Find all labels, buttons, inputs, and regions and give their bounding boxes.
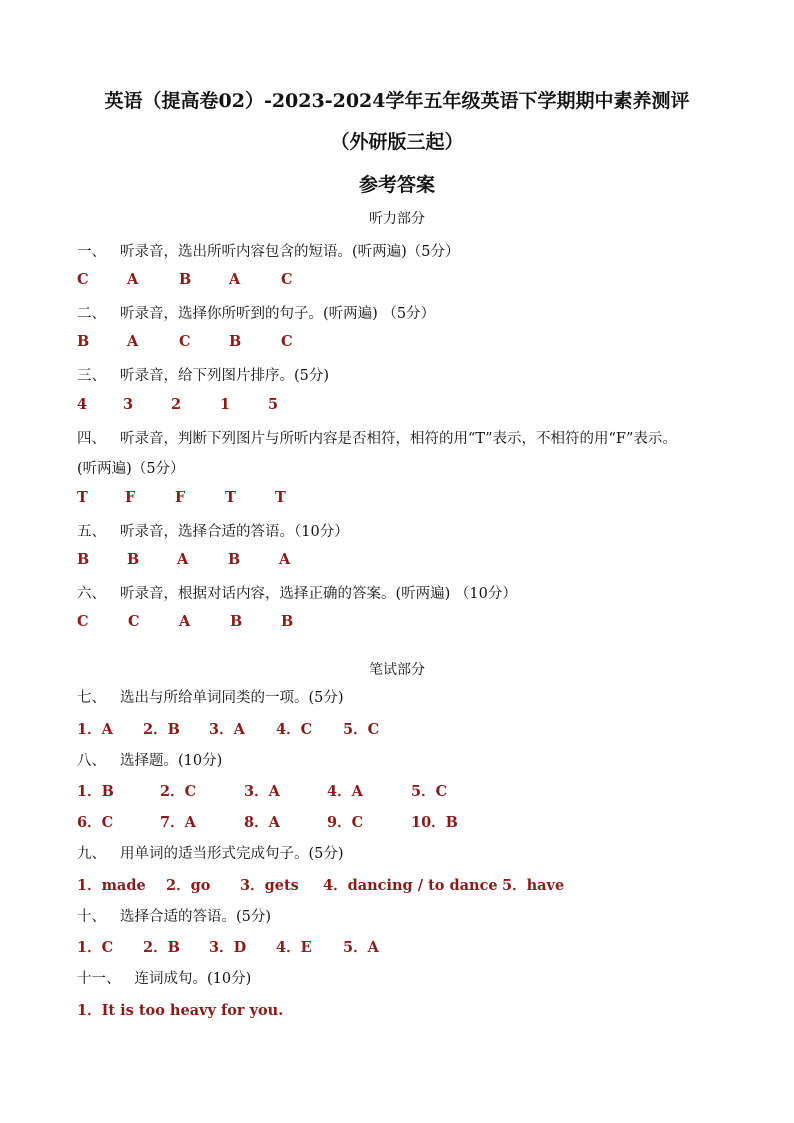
answer: 4．C [276,721,313,738]
answer: 6．C [77,814,114,831]
answer: 4 [77,396,88,413]
question-number: 六、 [77,586,106,602]
answer: 1．C [77,939,114,956]
answer: 1．It is too heavy for you. [77,1002,284,1019]
answer: 5．C [343,721,380,738]
question-text: 用单词的适当形式完成句子。(5分) [120,846,344,862]
answer: 2．go [166,877,211,894]
question-text: 选择题。(10分) [120,753,223,769]
question-4 [77,427,677,448]
answer: T [275,489,286,506]
question-text-continued: (听两遍)（5分） [77,461,185,477]
answer: 2．B [143,721,180,738]
answer: 4．dancing / to dance [323,877,498,894]
answer: 4．E [276,939,312,956]
question-number: 十、 [77,909,106,925]
answer: 4．A [327,783,363,800]
answer: 1．A [77,721,113,738]
question-number: 八、 [77,753,106,769]
answer: A [127,333,139,350]
question-number: 四、 [77,431,106,447]
answer: 5．have [502,877,565,894]
title-line-3: 参考答案 [358,174,435,196]
answer: 8．A [244,814,280,831]
answer: B [228,551,241,568]
answer: F [175,489,186,506]
answer: B [77,551,90,568]
answer: A [179,613,191,630]
question-text: 听录音，判断下列图片与所听内容是否相符，相符的用“T”表示，不相符的用“F”表示。 [120,431,677,447]
question-text: 选出与所给单词同类的一项。(5分) [120,690,344,706]
question-4-continued [77,457,185,478]
answer: 3．D [209,939,247,956]
question-number: 十一、 [77,971,121,987]
answer: T [225,489,236,506]
answer: 5 [268,396,279,413]
question-text: 听录音，选择你所听到的句子。(听两遍) （5分） [120,306,436,322]
answer: 10．B [411,814,458,831]
answer: B [127,551,140,568]
question-11 [77,967,251,988]
answer: C [77,271,89,288]
question-6 [77,582,517,603]
answer: A [229,271,241,288]
answer: 2．C [160,783,197,800]
question-number: 五、 [77,524,106,540]
writing-part-heading: 笔试部分 [369,662,425,678]
answer: B [229,333,242,350]
answer: C [128,613,140,630]
answer: C [281,271,293,288]
answer: B [179,271,192,288]
answer: 1 [220,396,231,413]
answer: 1．B [77,783,114,800]
answer: 7．A [160,814,196,831]
answer: 3．A [244,783,280,800]
answer: A [127,271,139,288]
answer: 2．B [143,939,180,956]
answer: 3．A [209,721,245,738]
answer: A [279,551,291,568]
question-number: 一、 [77,244,106,260]
answer: F [125,489,136,506]
answer: 3 [123,396,134,413]
question-text: 连词成句。(10分) [134,971,252,987]
answer: 2 [171,396,182,413]
question-number: 三、 [77,368,106,384]
title-line-1: 英语（提高卷02）-2023-2024学年五年级英语下学期期中素养测评 [104,90,690,112]
question-1 [77,240,460,261]
question-text: 听录音，选择合适的答语。（10分） [120,524,349,540]
question-10 [77,905,271,926]
question-3 [77,364,329,385]
title-line-2: （外研版三起） [330,131,464,153]
answer: B [281,613,294,630]
listening-part-heading: 听力部分 [369,211,425,227]
answer: 9．C [327,814,364,831]
answer: 5．C [411,783,448,800]
question-text: 听录音，选出所听内容包含的短语。(听两遍)（5分） [120,244,460,260]
question-9 [77,842,344,863]
answer: B [77,333,90,350]
answer: 3．gets [240,877,299,894]
answer: T [77,489,88,506]
question-number: 七、 [77,690,106,706]
question-8 [77,749,222,770]
answer: 5．A [343,939,379,956]
answer: C [281,333,293,350]
question-number: 九、 [77,846,106,862]
question-text: 听录音，根据对话内容，选择正确的答案。(听两遍) （10分） [120,586,517,602]
answer: C [77,613,89,630]
question-2 [77,302,435,323]
question-7 [77,686,344,707]
answer: 1．made [77,877,146,894]
answer: A [177,551,189,568]
question-text: 选择合适的答语。(5分) [120,909,272,925]
question-5 [77,520,349,541]
question-text: 听录音，给下列图片排序。(5分) [120,368,330,384]
answer: C [179,333,191,350]
answer: B [230,613,243,630]
question-number: 二、 [77,306,106,322]
